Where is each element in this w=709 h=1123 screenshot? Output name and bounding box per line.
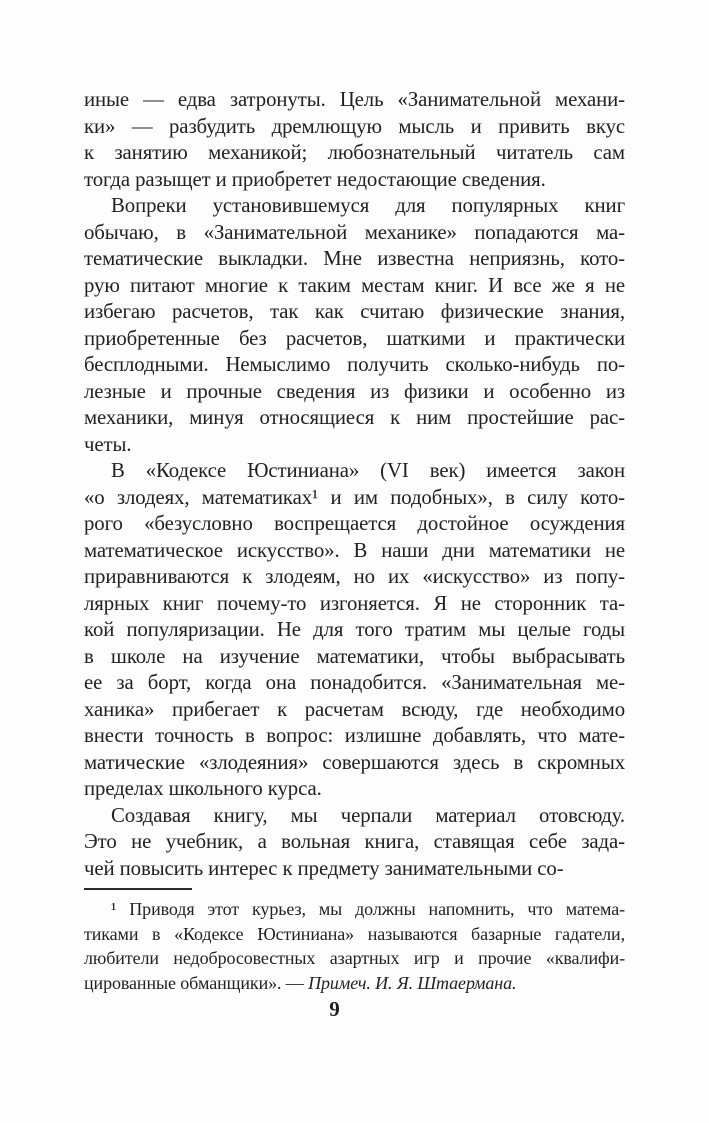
footnote [84, 897, 625, 995]
text-line: четы. [84, 432, 132, 456]
text-line: рую питают многие к таким местам книг. И все же я не [84, 273, 625, 297]
page-number: 9 [329, 997, 340, 1021]
text-line: внести точность в вопрос: излишне добавлять, что мате- [84, 724, 625, 747]
footnote-attribution: Примеч. И. Я. Штаермана. [308, 972, 517, 993]
footnote-separator [84, 888, 192, 890]
text-line: иные — едва затронуты. Цель «Занимательной механи- [84, 88, 625, 111]
text-line: обычаю, в «Занимательной механике» попадаются ма- [84, 220, 625, 244]
text-line: рого «безусловно воспрещается достойное осуждения [84, 512, 625, 535]
text-line: избегаю расчетов, так как считаю физические знания, [84, 300, 625, 323]
footnote-line: тиками в «Кодексе Юстиниана» называются базарные гадатели, [84, 923, 625, 944]
text-line: кой популяризации. Не для того тратим мы целые годы [84, 618, 625, 641]
text-line: Вопреки установившемуся для популярных книг [111, 194, 625, 217]
text-line: ки» — разбудить дремлющую мысль и привить вкус [84, 114, 625, 138]
footnote-line [84, 971, 625, 996]
text-line: «о злодеях, математиках¹ и им подобных», в силу кото- [84, 485, 625, 509]
footnote-text: цированные обманщики». — [84, 972, 309, 993]
text-line: тогда разыщет и приобретет недостающие сведения. [84, 167, 546, 191]
text-line: тематические выкладки. Мне известна неприязнь, кото- [84, 247, 625, 270]
paragraph [84, 458, 625, 803]
paragraph [84, 193, 625, 458]
text-line: приравниваются к злодеям, но их «искусство» из попу- [84, 565, 625, 588]
text-line: к занятию механикой; любознательный читатель сам [84, 141, 625, 164]
text-line: лезные и прочные сведения из физики и особенно из [84, 379, 625, 403]
text-line: чей повысить интерес к предмету занимательными со- [84, 856, 564, 880]
text-line: лярных книг почему-то изгоняется. Я не сторонник та- [84, 591, 625, 615]
footnote-line: любители недобросовестных азартных игр и прочие «квалифи- [84, 948, 625, 968]
text-line: в школе на изучение математики, чтобы выбрасывать [84, 644, 625, 668]
footnote-line: ¹ Приводя этот курьез, мы должны напомнить, что матема- [111, 899, 625, 919]
paragraph [84, 803, 625, 883]
text-line: пределах школьного курса. [84, 777, 322, 800]
text-line: бесплодными. Немыслимо получить сколько-нибудь по- [84, 353, 625, 376]
text-line: матические «злодеяния» совершаются здесь в скромных [84, 750, 625, 774]
text-line: математическое искусство». В наши дни математики не [84, 538, 625, 562]
text-line: ханика» прибегает к расчетам всюду, где необходимо [84, 697, 625, 721]
text-block [84, 87, 625, 882]
text-line: приобретенные без расчетов, шаткими и практически [84, 326, 625, 350]
text-line: Создавая книгу, мы черпали материал отовсюду. [111, 803, 625, 827]
text-line: В «Кодексе Юстиниана» (VI век) имеется закон [111, 459, 625, 482]
text-line: Это не учебник, а вольная книга, ставящая себе зада- [84, 830, 625, 853]
text-line: ее за борт, когда она понадобится. «Занимательная ме- [84, 671, 625, 694]
paragraph [84, 87, 625, 193]
text-line: механики, минуя относящиеся к ним простейшие рас- [84, 406, 625, 429]
